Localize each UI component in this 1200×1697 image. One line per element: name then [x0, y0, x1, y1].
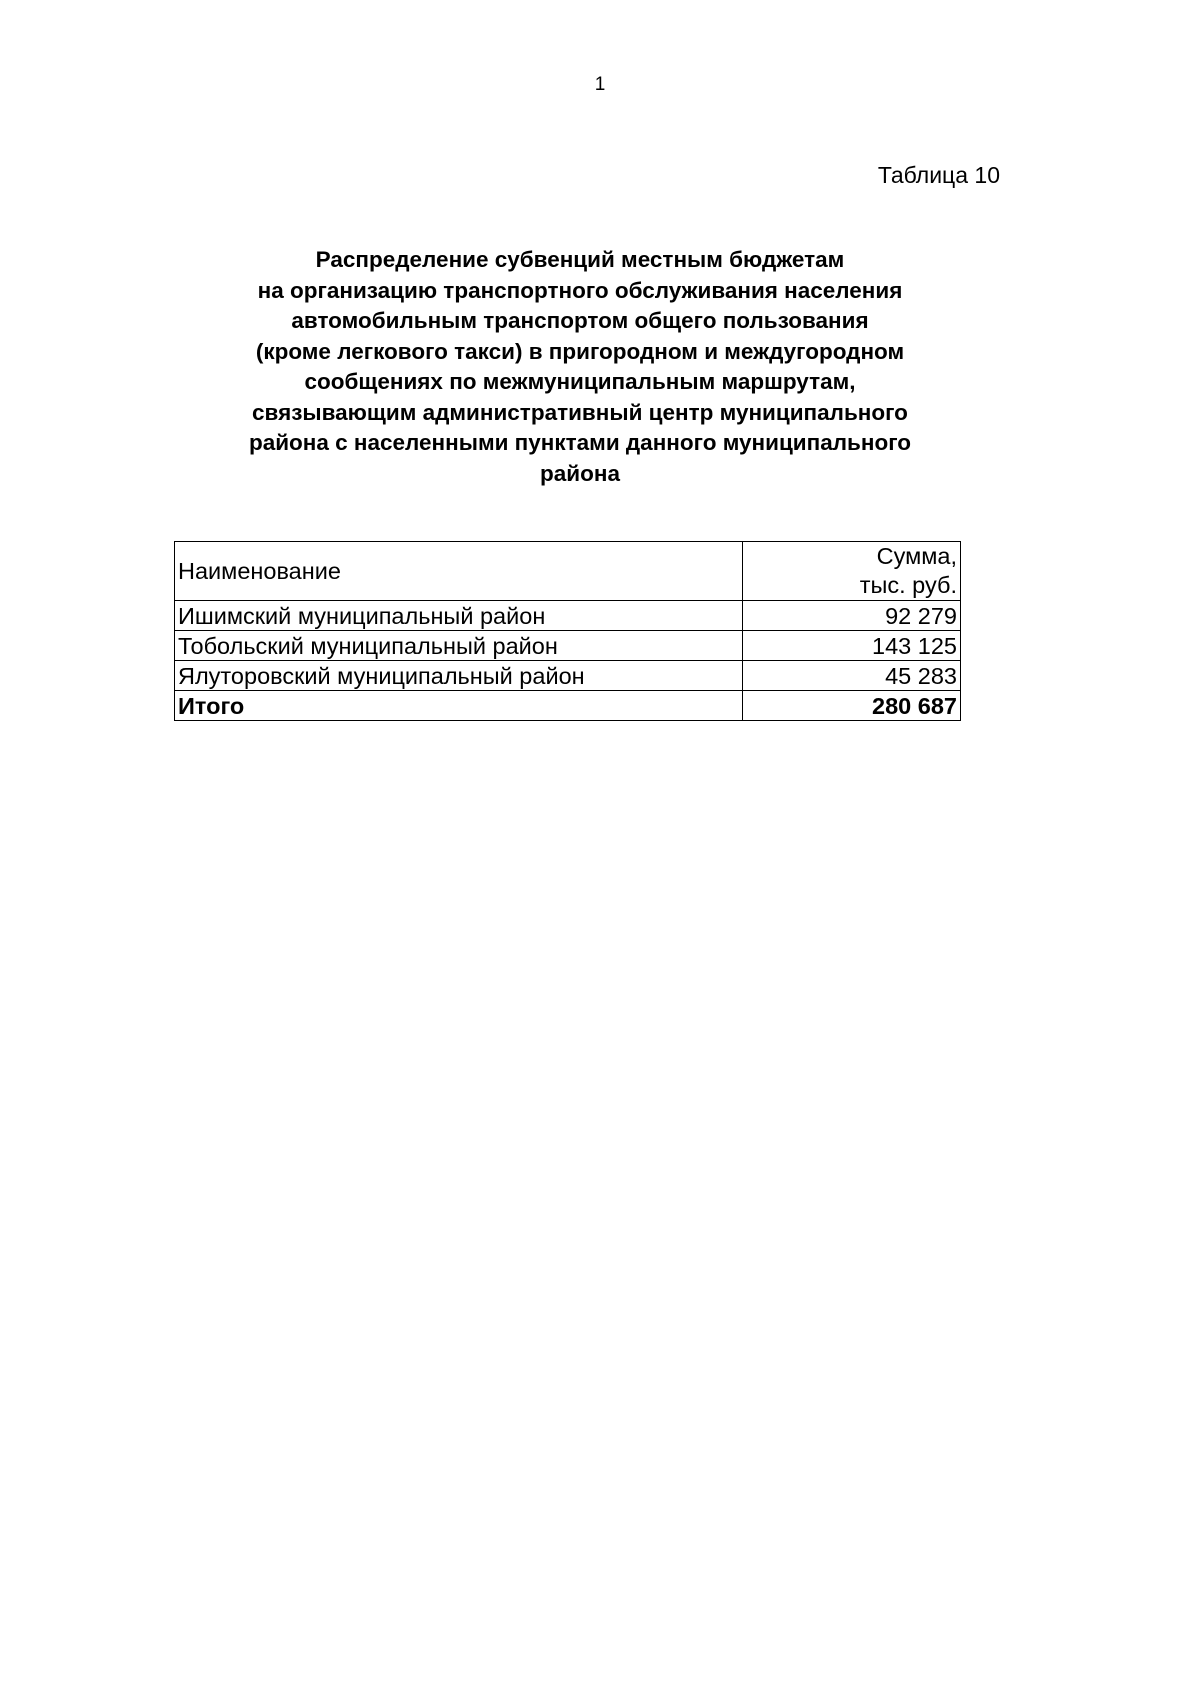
row-name: Тобольский муниципальный район — [175, 631, 743, 661]
total-sum: 280 687 — [743, 691, 961, 721]
total-label: Итого — [175, 691, 743, 721]
header-sum — [743, 542, 961, 601]
table-row — [175, 661, 961, 691]
title-line: связывающим административный центр муниципального — [252, 399, 908, 425]
title-line: (кроме легкового такси) в пригородном и междугородном — [255, 338, 905, 364]
row-name: Ялуторовский муниципальный район — [175, 661, 743, 691]
title-line: сообщениях по межмуниципальным маршрутам, — [304, 369, 856, 394]
total-row — [175, 691, 961, 721]
header-sum-line1: Сумма, — [876, 543, 957, 569]
row-sum: 45 283 — [743, 661, 961, 691]
header-sum-line2: тыс. руб. — [859, 572, 957, 598]
row-sum: 92 279 — [743, 601, 961, 631]
row-name: Ишимский муниципальный район — [175, 601, 743, 631]
page-number: 1 — [594, 74, 606, 95]
title-line: района с населенными пунктами данного муниципального — [248, 430, 912, 455]
title-line: Распределение субвенций местным бюджетам — [315, 247, 845, 272]
subventions-table — [174, 541, 961, 721]
row-sum: 143 125 — [743, 631, 961, 661]
title-line: на организацию транспортного обслуживания населения — [257, 277, 903, 303]
table-label: Таблица 10 — [877, 162, 1000, 188]
title-line: автомобильным транспортом общего пользования — [291, 308, 869, 333]
table-header-row — [175, 542, 961, 601]
header-name: Наименование — [175, 542, 743, 601]
document-title — [150, 245, 1010, 489]
table-row — [175, 631, 961, 661]
table-row — [175, 601, 961, 631]
title-line: района — [540, 460, 620, 486]
